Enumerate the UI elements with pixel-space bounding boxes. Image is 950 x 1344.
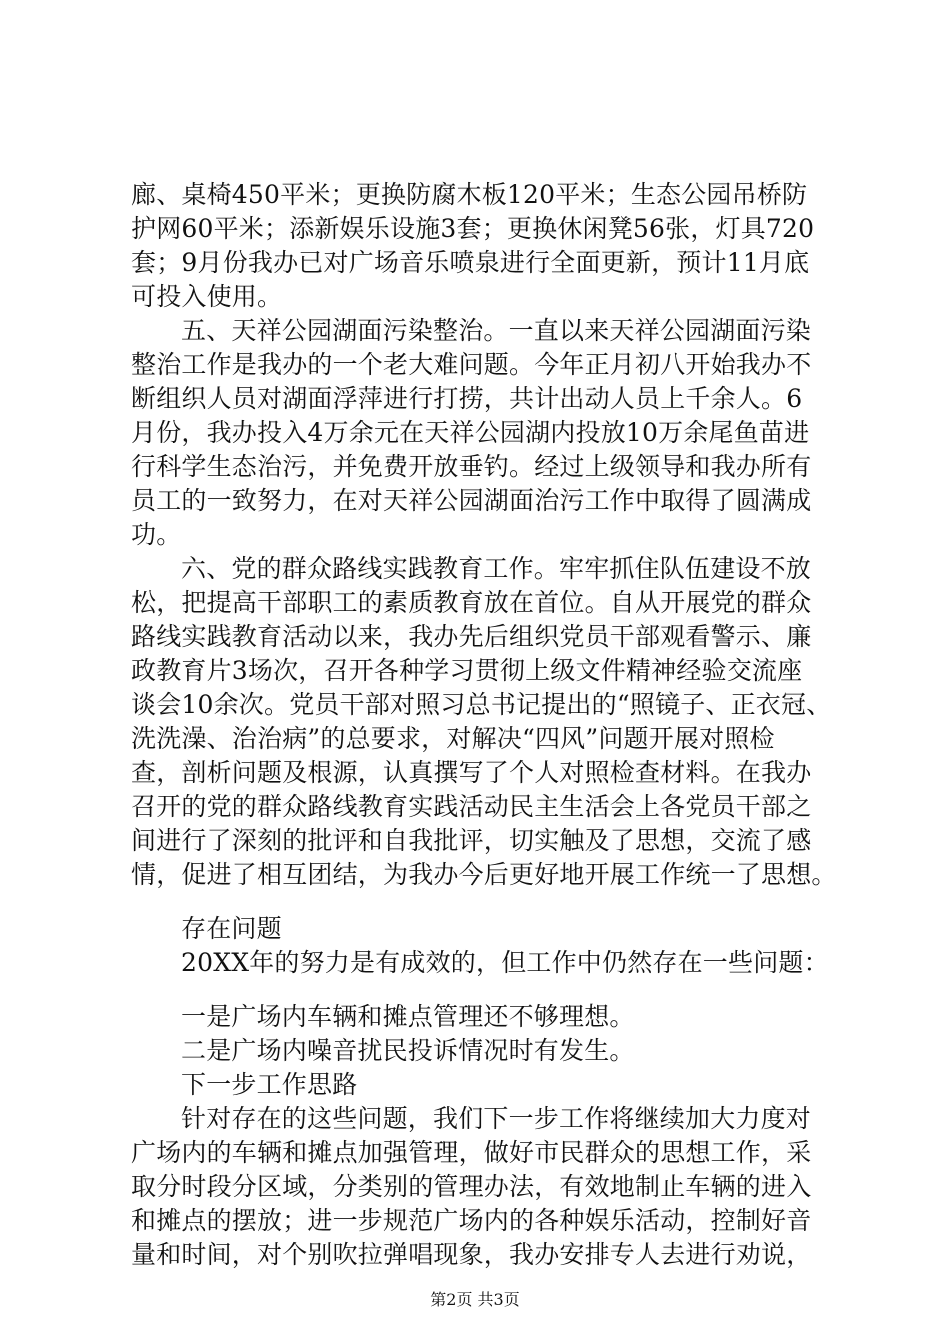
text-line: 和摊点的摆放；进一步规范广场内的各种娱乐活动，控制好音 <box>131 1206 812 1235</box>
text-line: 功。 <box>131 520 182 549</box>
problems-heading: 存在问题 <box>181 914 282 943</box>
text-line: 量和时间，对个别吹拉弹唱现象，我办安排专人去进行劝说， <box>131 1240 812 1269</box>
section-five-first-line: 五、天祥公园湖面污染整治。一直以来天祥公园湖面污染 <box>181 316 812 345</box>
text-line: 断组织人员对湖面浮萍进行打捞，共计出动人员上千余人。6 <box>131 384 803 413</box>
next-steps-first-line: 针对存在的这些问题，我们下一步工作将继续加大力度对 <box>181 1104 812 1133</box>
text-line: 召开的党的群众路线教育实践活动民主生活会上各党员干部之 <box>131 792 812 821</box>
section-six-first-line: 六、党的群众路线实践教育工作。牢牢抓住队伍建设不放 <box>181 554 812 583</box>
next-steps-heading: 下一步工作思路 <box>181 1070 358 1099</box>
text-line: 行科学生态治污，并免费开放垂钓。经过上级领导和我办所有 <box>131 452 812 481</box>
text-line: 间进行了深刻的批评和自我批评，切实触及了思想，交流了感 <box>131 826 812 855</box>
text-line: 护网60平米；添新娱乐设施3套；更换休闲凳56张，灯具720 <box>131 214 815 243</box>
text-line: 查，剖析问题及根源，认真撰写了个人对照检查材料。在我办 <box>131 758 812 787</box>
text-line: 松，把提高干部职工的素质教育放在首位。自从开展党的群众 <box>131 588 812 617</box>
text-line: 情，促进了相互团结，为我办今后更好地开展工作统一了思想。 <box>131 860 837 889</box>
text-line: 月份，我办投入4万余元在天祥公园湖内投放10万余尾鱼苗进 <box>131 418 810 447</box>
text-line: 整治工作是我办的一个老大难问题。今年正月初八开始我办不 <box>131 350 812 379</box>
text-line: 谈会10余次。党员干部对照习总书记提出的“照镜子、正衣冠、 <box>131 690 832 719</box>
problem-item-1: 一是广场内车辆和摊点管理还不够理想。 <box>181 1002 635 1031</box>
text-line: 可投入使用。 <box>131 282 283 311</box>
text-line: 取分时段分区域，分类别的管理办法，有效地制止车辆的进入 <box>131 1172 812 1201</box>
text-line: 廊、桌椅450平米；更换防腐木板120平米；生态公园吊桥防 <box>131 180 808 209</box>
problem-item-2: 二是广场内噪音扰民投诉情况时有发生。 <box>181 1036 635 1065</box>
text-line: 套；9月份我办已对广场音乐喷泉进行全面更新，预计11月底 <box>131 248 810 277</box>
page-number: 第2页 共3页 <box>430 1290 520 1309</box>
text-line: 员工的一致努力，在对天祥公园湖面治污工作中取得了圆满成 <box>131 486 812 515</box>
problems-intro: 20XX年的努力是有成效的，但工作中仍然存在一些问题： <box>181 948 829 977</box>
text-line: 广场内的车辆和摊点加强管理，做好市民群众的思想工作，采 <box>131 1138 812 1167</box>
text-line: 路线实践教育活动以来，我办先后组织党员干部观看警示、廉 <box>131 622 812 651</box>
text-line: 洗洗澡、治治病”的总要求，对解决“四风”问题开展对照检 <box>131 724 775 753</box>
text-line: 政教育片3场次，召开各种学习贯彻上级文件精神经验交流座 <box>131 656 803 685</box>
